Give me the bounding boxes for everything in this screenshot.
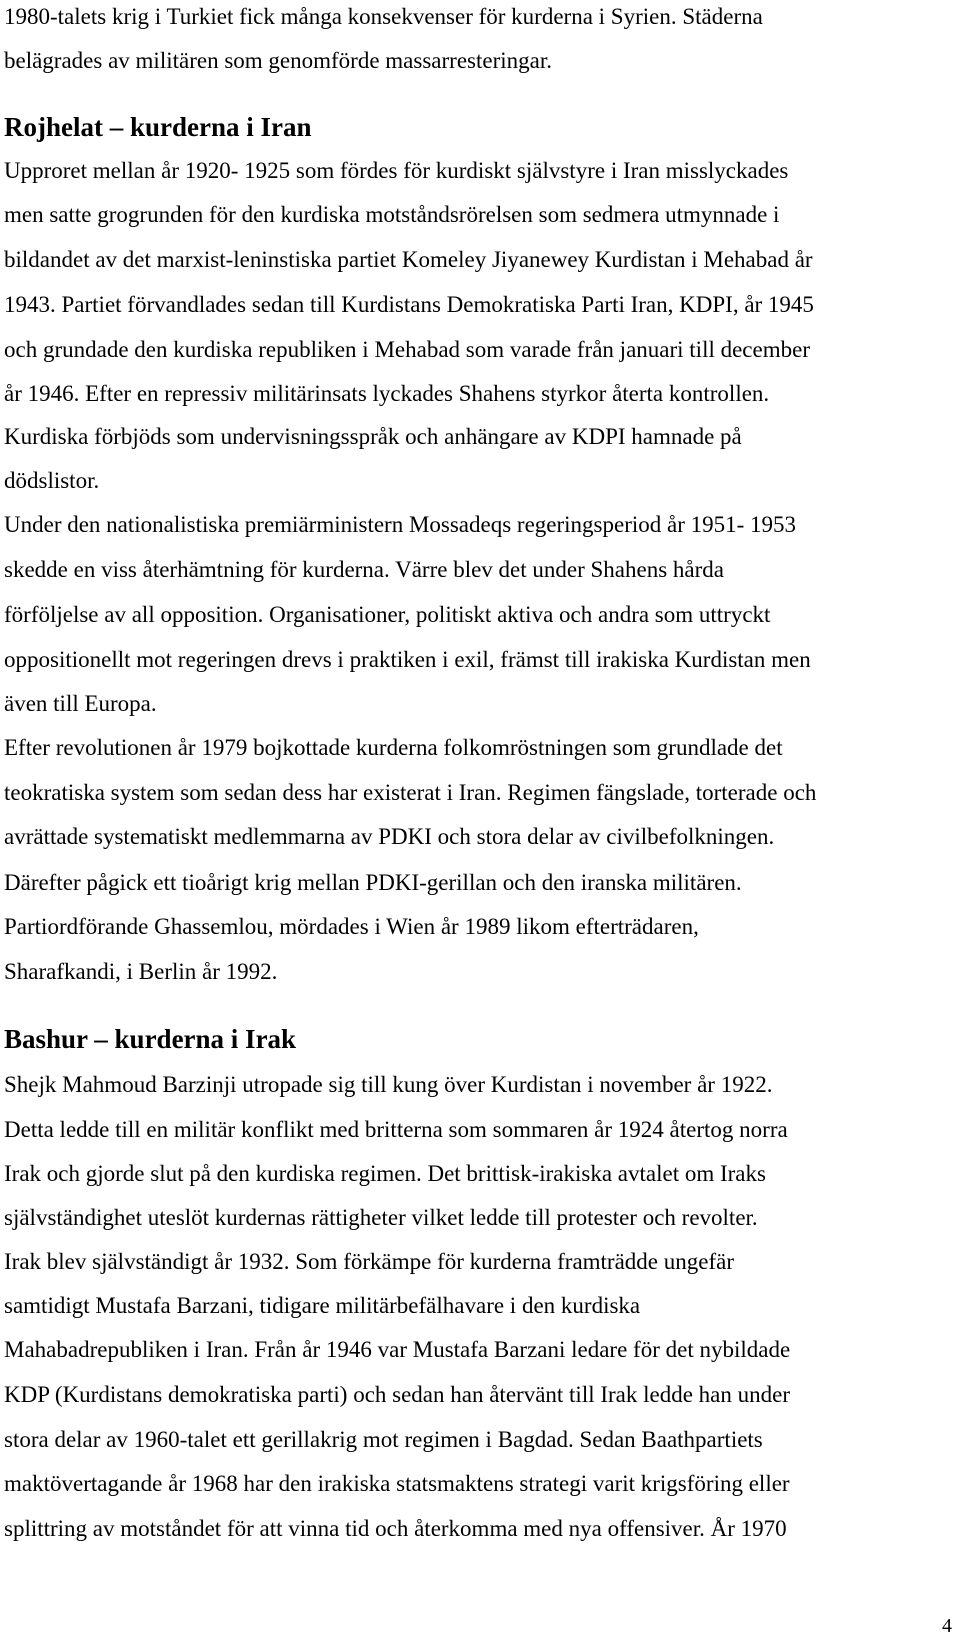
body-text-line: oppositionellt mot regeringen drevs i praktiken i exil, främst till irakiska Kurdistan men bbox=[4, 647, 811, 672]
section-heading-bashur: Bashur – kurderna i Irak bbox=[4, 1024, 297, 1054]
body-text-line: förföljelse av all opposition. Organisationer, politiskt aktiva och andra som uttryckt bbox=[4, 602, 771, 627]
body-text-line: år 1946. Efter en repressiv militärinsats lyckades Shahens styrkor återta kontrollen. bbox=[4, 381, 770, 406]
body-text-line: Mahabadrepubliken i Iran. Från år 1946 var Mustafa Barzani ledare för det nybildade bbox=[4, 1337, 791, 1362]
body-text-line: maktövertagande år 1968 har den irakiska statsmaktens strategi varit krigsföring eller bbox=[4, 1471, 790, 1496]
body-text-line: även till Europa. bbox=[4, 691, 157, 716]
body-text-line: och grundade den kurdiska republiken i Mehabad som varade från januari till december bbox=[4, 337, 810, 362]
body-text-line: Shejk Mahmoud Barzinji utropade sig till kung över Kurdistan i november år 1922. bbox=[4, 1072, 773, 1097]
section-heading-rojhelat: Rojhelat – kurderna i Iran bbox=[4, 112, 312, 142]
body-text-line: belägrades av militären som genomförde massarresteringar. bbox=[4, 48, 552, 73]
body-text-line: Detta ledde till en militär konflikt med britterna som sommaren år 1924 återtog norra bbox=[4, 1117, 788, 1142]
body-text-line: Upproret mellan år 1920- 1925 som fördes för kurdiskt självstyre i Iran misslyckades bbox=[4, 158, 789, 183]
page-number: 4 bbox=[942, 1615, 952, 1637]
body-text-line: 1943. Partiet förvandlades sedan till Kurdistans Demokratiska Parti Iran, KDPI, år 1945 bbox=[4, 292, 814, 317]
body-text-line: skedde en viss återhämtning för kurderna. Värre blev det under Shahens hårda bbox=[4, 557, 724, 582]
body-text-line: Irak blev självständigt år 1932. Som förkämpe för kurderna framträdde ungefär bbox=[4, 1249, 734, 1274]
body-text-line: Kurdiska förbjöds som undervisningsspråk och anhängare av KDPI hamnade på bbox=[4, 424, 742, 449]
body-text-line: Därefter pågick ett tioårigt krig mellan PDKI-gerillan och den iranska militären. bbox=[4, 870, 742, 895]
body-text-line: 1980-talets krig i Turkiet fick många konsekvenser för kurderna i Syrien. Städerna bbox=[4, 4, 763, 29]
body-text-line: Under den nationalistiska premiärministern Mossadeqs regeringsperiod år 1951- 1953 bbox=[4, 512, 797, 537]
body-text-line: Sharafkandi, i Berlin år 1992. bbox=[4, 959, 278, 984]
body-text-line: Efter revolutionen år 1979 bojkottade kurderna folkomröstningen som grundlade det bbox=[4, 735, 783, 760]
body-text-line: teokratiska system som sedan dess har existerat i Iran. Regimen fängslade, torterade och bbox=[4, 780, 817, 805]
body-text-line: Partiordförande Ghassemlou, mördades i Wien år 1989 likom efterträdaren, bbox=[4, 914, 699, 939]
body-text-line: samtidigt Mustafa Barzani, tidigare militärbefälhavare i den kurdiska bbox=[4, 1293, 641, 1318]
body-text-line: självständighet uteslöt kurdernas rättigheter vilket ledde till protester och revolter. bbox=[4, 1205, 758, 1230]
body-text-line: bildandet av det marxist-leninstiska partiet Komeley Jiyanewey Kurdistan i Mehabad år bbox=[4, 247, 813, 272]
body-text-line: dödslistor. bbox=[4, 468, 100, 493]
body-text-line: avrättade systematiskt medlemmarna av PDKI och stora delar av civilbefolkningen. bbox=[4, 824, 775, 849]
body-text-line: Irak och gjorde slut på den kurdiska regimen. Det brittisk-irakiska avtalet om Iraks bbox=[4, 1161, 766, 1186]
body-text-line: splittring av motståndet för att vinna tid och återkomma med nya offensiver. År 1970 bbox=[4, 1516, 787, 1541]
body-text-line: stora delar av 1960-talet ett gerillakrig mot regimen i Bagdad. Sedan Baathpartiets bbox=[4, 1427, 763, 1452]
body-text-line: men satte grogrunden för den kurdiska motståndsrörelsen som sedmera utmynnade i bbox=[4, 202, 780, 227]
body-text-line: KDP (Kurdistans demokratiska parti) och sedan han återvänt till Irak ledde han under bbox=[4, 1382, 791, 1407]
